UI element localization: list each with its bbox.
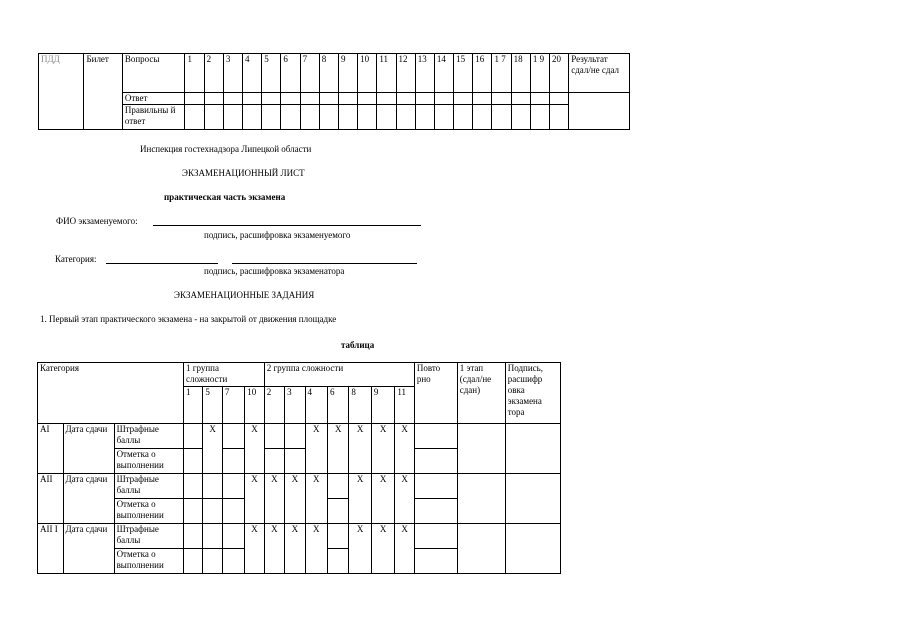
answer-cell[interactable] xyxy=(185,93,204,105)
penalty-cell[interactable] xyxy=(184,524,203,549)
correct-cell xyxy=(185,105,204,130)
q-num: 13 xyxy=(415,54,434,93)
cross-mark: X xyxy=(371,424,394,474)
mark-cell[interactable] xyxy=(184,549,203,574)
g2-col: 9 xyxy=(371,387,394,424)
q-num: 7 xyxy=(300,54,319,93)
document-title: ЭКЗАМЕНАЦИОННЫЙ ЛИСТ xyxy=(182,168,305,178)
answer-cell[interactable] xyxy=(377,93,396,105)
penalty-cell[interactable] xyxy=(222,474,244,499)
tasks-table xyxy=(37,362,561,574)
g2-col: 4 xyxy=(305,387,327,424)
cross-mark: X xyxy=(305,524,327,574)
cross-mark: X xyxy=(305,474,327,524)
cross-mark: X xyxy=(349,474,371,524)
examiner-caption: подпись, расшифровка экзаменатора xyxy=(204,266,345,276)
category-row xyxy=(38,424,561,449)
q-num: 8 xyxy=(319,54,338,93)
stage-cell[interactable] xyxy=(457,524,505,574)
organization-name: Инспекция гостехнадзора Липецкой области xyxy=(140,144,312,154)
answer-cell[interactable] xyxy=(319,93,338,105)
repeat-header: Повто рно xyxy=(414,363,457,424)
penalty-label: Штрафные баллы xyxy=(114,524,183,549)
result-header: Результат сдал/не сдал xyxy=(569,54,630,93)
g2-col: 3 xyxy=(285,387,305,424)
g1-col: 5 xyxy=(203,387,222,424)
answer-cell[interactable] xyxy=(396,93,415,105)
answer-cell[interactable] xyxy=(204,93,223,105)
penalty-label: Штрафные баллы xyxy=(114,474,183,499)
correct-cell xyxy=(511,105,530,130)
q-num: 15 xyxy=(454,54,473,93)
cross-mark: X xyxy=(395,424,414,474)
mark-label: Отметка о выполнении xyxy=(114,449,183,474)
mark-cell[interactable] xyxy=(184,499,203,524)
q-num: 14 xyxy=(434,54,453,93)
repeat-mark-cell[interactable] xyxy=(414,449,457,474)
cross-mark: X xyxy=(245,474,264,524)
signature-header: Подпись, расшифр овка экзамена тора xyxy=(505,363,560,424)
q-num: 4 xyxy=(243,54,262,93)
repeat-cell[interactable] xyxy=(414,524,457,549)
q-num: 9 xyxy=(338,54,357,93)
q-num: 20 xyxy=(550,54,569,93)
answer-cell[interactable] xyxy=(300,93,319,105)
group1-header: 1 группа сложности xyxy=(184,363,265,387)
document-subtitle: практическая часть экзамена xyxy=(164,192,286,202)
g1-col: 10 xyxy=(245,387,264,424)
cross-mark: X xyxy=(264,524,284,574)
repeat-cell[interactable] xyxy=(414,474,457,499)
penalty-cell[interactable] xyxy=(264,424,284,449)
q-num: 5 xyxy=(262,54,281,93)
answer-cell[interactable] xyxy=(492,93,511,105)
mark-cell[interactable] xyxy=(203,499,222,524)
cross-mark: X xyxy=(264,474,284,524)
cross-mark: X xyxy=(203,424,222,474)
cross-mark: X xyxy=(371,524,394,574)
q-num: 3 xyxy=(223,54,242,93)
signature-cell[interactable] xyxy=(505,474,560,524)
category-row xyxy=(38,474,561,499)
repeat-mark-cell[interactable] xyxy=(414,499,457,524)
stage-header: 1 этап (сдал/не сдан) xyxy=(457,363,505,424)
correct-cell xyxy=(319,105,338,130)
cross-mark: X xyxy=(349,424,371,474)
cross-mark: X xyxy=(395,474,414,524)
pdd-header: ПДД xyxy=(39,54,84,130)
date-label: Дата сдачи xyxy=(63,424,114,474)
repeat-mark-cell[interactable] xyxy=(414,549,457,574)
fio-field[interactable] xyxy=(153,216,421,226)
answer-cell[interactable] xyxy=(358,93,377,105)
mark-cell[interactable] xyxy=(203,549,222,574)
category-cell: AI xyxy=(38,424,64,474)
correct-cell xyxy=(530,105,549,130)
result-cell[interactable] xyxy=(569,93,630,130)
correct-cell xyxy=(243,105,262,130)
ticket-header: Билет xyxy=(84,54,122,130)
answer-cell[interactable] xyxy=(473,93,492,105)
repeat-cell[interactable] xyxy=(414,424,457,449)
penalty-cell[interactable] xyxy=(222,524,244,549)
questions-header: Вопросы xyxy=(122,54,185,93)
correct-cell xyxy=(377,105,396,130)
q-num: 2 xyxy=(204,54,223,93)
penalty-cell[interactable] xyxy=(203,524,222,549)
tasks-title: ЭКЗАМЕНАЦИОННЫЕ ЗАДАНИЯ xyxy=(174,290,315,300)
penalty-cell[interactable] xyxy=(327,474,348,499)
g2-col: 11 xyxy=(395,387,414,424)
mark-cell[interactable] xyxy=(184,449,203,474)
penalty-cell[interactable] xyxy=(285,424,305,449)
category-cell: AII I xyxy=(38,524,64,574)
stage1-text: 1. Первый этап практического экзамена - на закрытой от движения площадке xyxy=(40,314,337,324)
category-field[interactable] xyxy=(106,254,218,264)
examiner-signature-field[interactable] xyxy=(232,254,417,264)
q-num: 12 xyxy=(396,54,415,93)
signature-cell[interactable] xyxy=(505,424,560,474)
correct-cell xyxy=(300,105,319,130)
mark-cell[interactable] xyxy=(264,449,284,474)
correct-cell xyxy=(473,105,492,130)
answer-cell[interactable] xyxy=(262,93,281,105)
q-num: 16 xyxy=(473,54,492,93)
cross-mark: X xyxy=(395,524,414,574)
correct-cell xyxy=(338,105,357,130)
mark-cell[interactable] xyxy=(327,549,348,574)
answer-cell[interactable] xyxy=(338,93,357,105)
q-num: 10 xyxy=(358,54,377,93)
correct-cell xyxy=(396,105,415,130)
penalty-label: Штрафные баллы xyxy=(114,424,183,449)
answer-cell[interactable] xyxy=(281,93,300,105)
category-header: Категория xyxy=(38,363,184,424)
correct-cell xyxy=(281,105,300,130)
mark-cell[interactable] xyxy=(285,449,305,474)
g1-col: 1 xyxy=(184,387,203,424)
correct-cell xyxy=(434,105,453,130)
correct-cell xyxy=(454,105,473,130)
cross-mark: X xyxy=(327,424,348,474)
signature-cell[interactable] xyxy=(505,524,560,574)
correct-cell xyxy=(415,105,434,130)
date-label: Дата сдачи xyxy=(63,474,114,524)
answer-cell[interactable] xyxy=(434,93,453,105)
answer-cell[interactable] xyxy=(530,93,549,105)
answer-cell[interactable] xyxy=(511,93,530,105)
fio-caption: подпись, расшифровка экзаменуемого xyxy=(204,230,351,240)
q-num: 18 xyxy=(511,54,530,93)
date-label: Дата сдачи xyxy=(63,524,114,574)
correct-cell xyxy=(204,105,223,130)
cross-mark: X xyxy=(245,424,264,474)
cross-mark: X xyxy=(349,524,371,574)
answer-cell[interactable] xyxy=(415,93,434,105)
penalty-cell[interactable] xyxy=(222,424,244,449)
correct-cell xyxy=(550,105,569,130)
cross-mark: X xyxy=(285,524,305,574)
q-num: 1 9 xyxy=(530,54,549,93)
mark-cell[interactable] xyxy=(222,499,244,524)
fio-label: ФИО экзаменуемого: xyxy=(56,216,138,226)
q-num: 1 7 xyxy=(492,54,511,93)
mark-cell[interactable] xyxy=(222,549,244,574)
category-cell: AII xyxy=(38,474,64,524)
answer-cell[interactable] xyxy=(223,93,242,105)
penalty-cell[interactable] xyxy=(327,524,348,549)
cross-mark: X xyxy=(245,524,264,574)
penalty-cell[interactable] xyxy=(184,424,203,449)
mark-label: Отметка о выполнении xyxy=(114,499,183,524)
answer-cell[interactable] xyxy=(550,93,569,105)
correct-cell xyxy=(262,105,281,130)
q-num: 6 xyxy=(281,54,300,93)
mark-cell[interactable] xyxy=(327,499,348,524)
answers-table xyxy=(38,53,630,130)
group2-header: 2 группа сложности xyxy=(264,363,414,387)
cross-mark: X xyxy=(305,424,327,474)
q-num: 1 xyxy=(185,54,204,93)
correct-cell xyxy=(358,105,377,130)
mark-cell[interactable] xyxy=(222,449,244,474)
cross-mark: X xyxy=(371,474,394,524)
correct-cell xyxy=(223,105,242,130)
category-row xyxy=(38,524,561,549)
category-label: Категория: xyxy=(55,254,97,264)
answer-label: Ответ xyxy=(122,93,185,105)
table-label: таблица xyxy=(341,340,375,350)
g2-col: 8 xyxy=(349,387,371,424)
cross-mark: X xyxy=(285,474,305,524)
correct-answer-label: Правильны й ответ xyxy=(122,105,185,130)
g2-col: 6 xyxy=(327,387,348,424)
stage-cell[interactable] xyxy=(457,474,505,524)
g2-col: 2 xyxy=(264,387,284,424)
stage-cell[interactable] xyxy=(457,424,505,474)
correct-cell xyxy=(492,105,511,130)
g1-col: 7 xyxy=(222,387,244,424)
penalty-cell[interactable] xyxy=(203,474,222,499)
penalty-cell[interactable] xyxy=(184,474,203,499)
answer-cell[interactable] xyxy=(243,93,262,105)
mark-label: Отметка о выполнении xyxy=(114,549,183,574)
answer-cell[interactable] xyxy=(454,93,473,105)
q-num: 11 xyxy=(377,54,396,93)
